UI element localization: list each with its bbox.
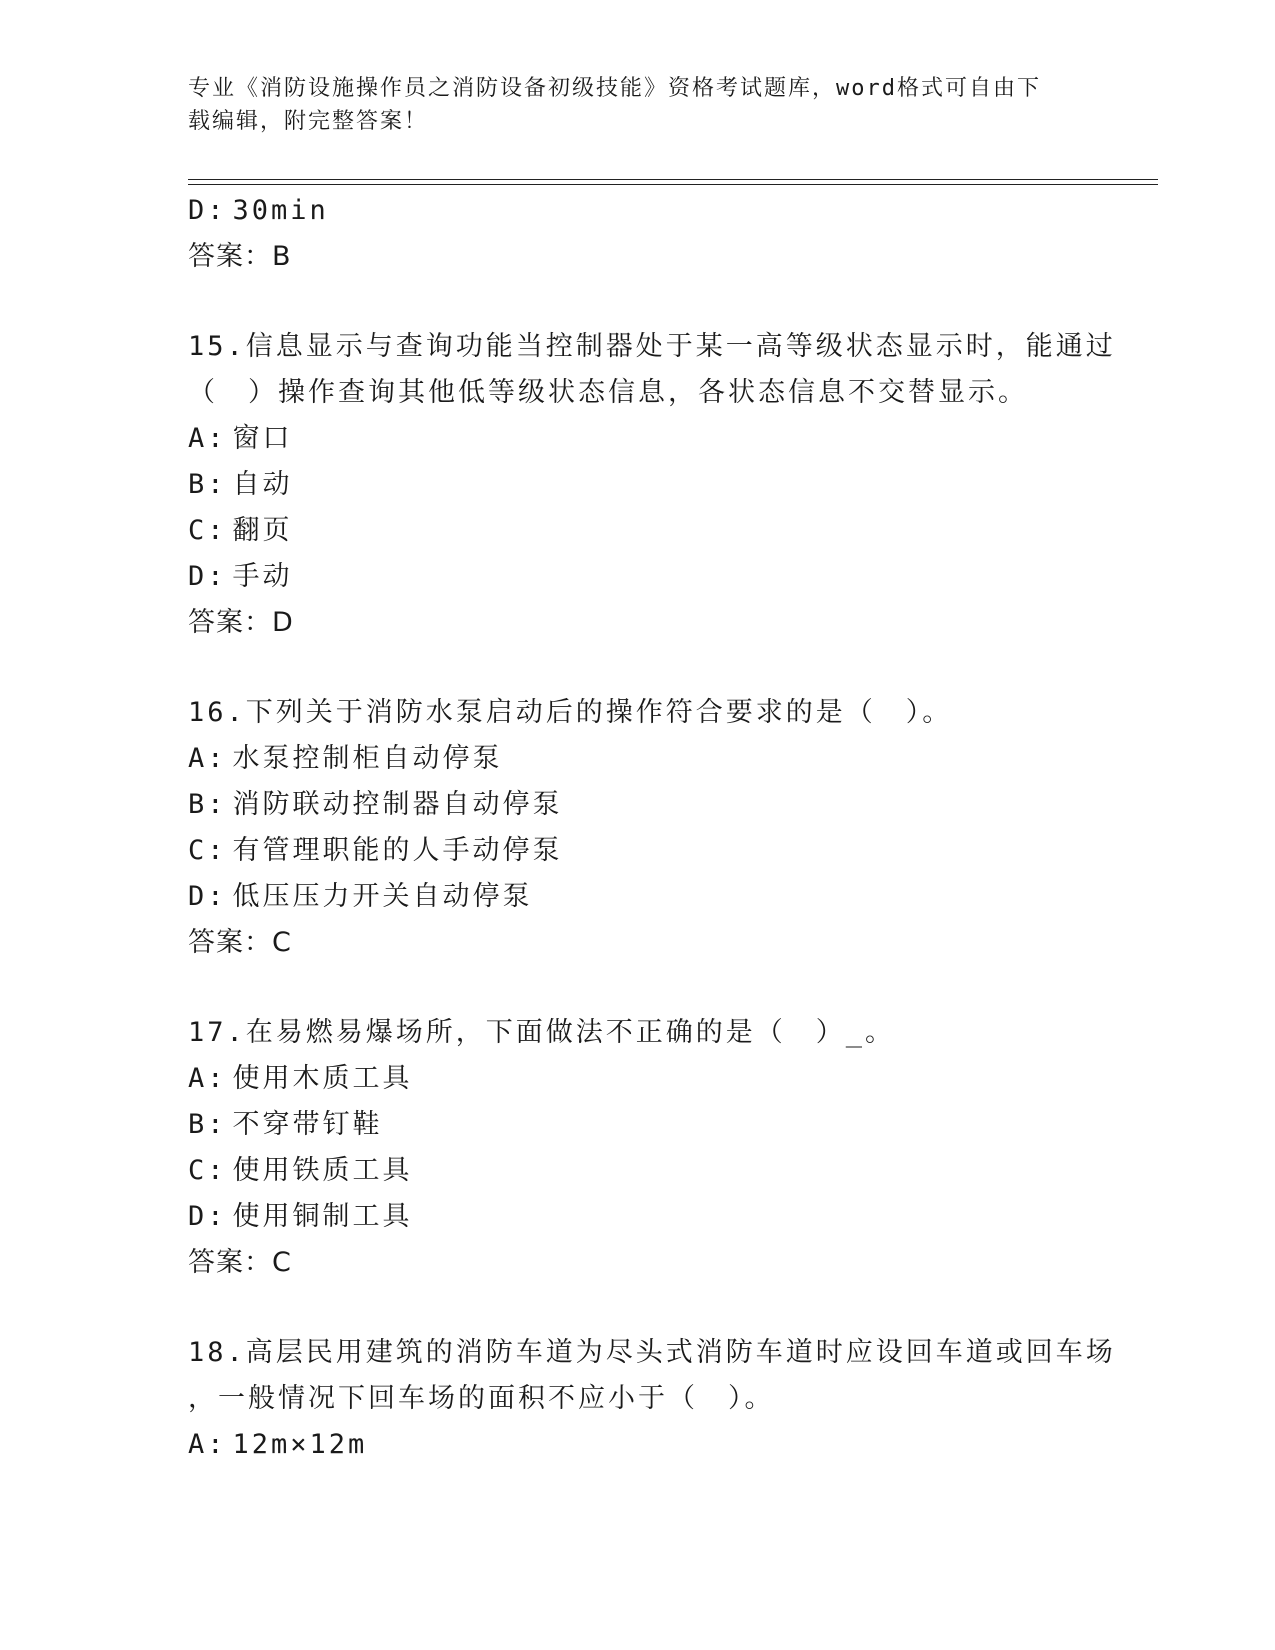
- option-letter: B:: [188, 1109, 227, 1140]
- answer: 答案：C: [188, 1247, 292, 1278]
- question-stem-line: 16.下列关于消防水泵启动后的操作符合要求的是（ ）。: [188, 697, 953, 728]
- question-17: [188, 1010, 1088, 1286]
- option-a: [188, 1422, 1088, 1468]
- option-letter: B:: [188, 789, 227, 820]
- option-a: [188, 1056, 1088, 1102]
- option-text: 自动: [232, 469, 293, 500]
- option-b: [188, 462, 1088, 508]
- option-letter: D:: [188, 561, 227, 592]
- header-divider-bottom: [188, 184, 1158, 185]
- option-text: 手动: [232, 561, 293, 592]
- option-c: [188, 1148, 1088, 1194]
- option-letter: D:: [188, 881, 227, 912]
- question-stem-line: 18.高层民用建筑的消防车道为尽头式消防车道时应设回车道或回车场: [188, 1337, 1116, 1368]
- option-text: 窗口: [232, 423, 293, 454]
- option-text: 不穿带钉鞋: [232, 1109, 383, 1140]
- option-text: 30min: [232, 195, 329, 226]
- answer: 答案：C: [188, 927, 292, 958]
- option-letter: C:: [188, 515, 227, 546]
- question-stem-line: 15.信息显示与查询功能当控制器处于某一高等级状态显示时，能通过: [188, 331, 1116, 362]
- option-a: [188, 736, 1088, 782]
- question-stem-line: 17.在易燃易爆场所，下面做法不正确的是（ ）_。: [188, 1017, 896, 1048]
- option-text: 有管理职能的人手动停泵: [232, 835, 563, 866]
- question-content: [188, 188, 1116, 1468]
- option-text: 低压压力开关自动停泵: [232, 881, 533, 912]
- header-line-2: 载编辑，附完整答案！: [188, 109, 429, 134]
- question-18: [188, 1330, 1116, 1468]
- question-stem-line: ，一般情况下回车场的面积不应小于（ ）。: [188, 1383, 775, 1414]
- header-divider-top: [188, 179, 1158, 180]
- option-letter: D:: [188, 1201, 227, 1232]
- option-letter: A:: [188, 743, 227, 774]
- option-text: 使用木质工具: [232, 1063, 413, 1094]
- option-letter: C:: [188, 835, 227, 866]
- option-text: 消防联动控制器自动停泵: [232, 789, 563, 820]
- question-stem-line: （ ）操作查询其他低等级状态信息，各状态信息不交替显示。: [188, 377, 1028, 408]
- option-b: [188, 782, 1088, 828]
- option-c: [188, 508, 1088, 554]
- option-c: [188, 828, 1088, 874]
- option-d: [188, 554, 1088, 600]
- prev-answer: 答案：B: [188, 241, 292, 272]
- option-letter: A:: [188, 423, 227, 454]
- question-15: [188, 324, 1116, 646]
- option-letter: D:: [188, 195, 227, 226]
- option-text: 12m×12m: [232, 1429, 368, 1460]
- option-letter: C:: [188, 1155, 227, 1186]
- option-d: [188, 874, 1088, 920]
- option-text: 使用铁质工具: [232, 1155, 413, 1186]
- header-line-1: 专业《消防设施操作员之消防设备初级技能》资格考试题库，word格式可自由下: [188, 76, 1041, 101]
- option-text: 水泵控制柜自动停泵: [232, 743, 503, 774]
- option-letter: A:: [188, 1429, 227, 1460]
- prev-option-d: [188, 188, 1088, 234]
- option-a: [188, 416, 1088, 462]
- option-letter: A:: [188, 1063, 227, 1094]
- option-letter: B:: [188, 469, 227, 500]
- option-text: 翻页: [232, 515, 293, 546]
- option-b: [188, 1102, 1088, 1148]
- answer: 答案：D: [188, 607, 294, 638]
- question-16: [188, 690, 1088, 966]
- document-header: [188, 72, 1088, 138]
- option-text: 使用铜制工具: [232, 1201, 413, 1232]
- option-d: [188, 1194, 1088, 1240]
